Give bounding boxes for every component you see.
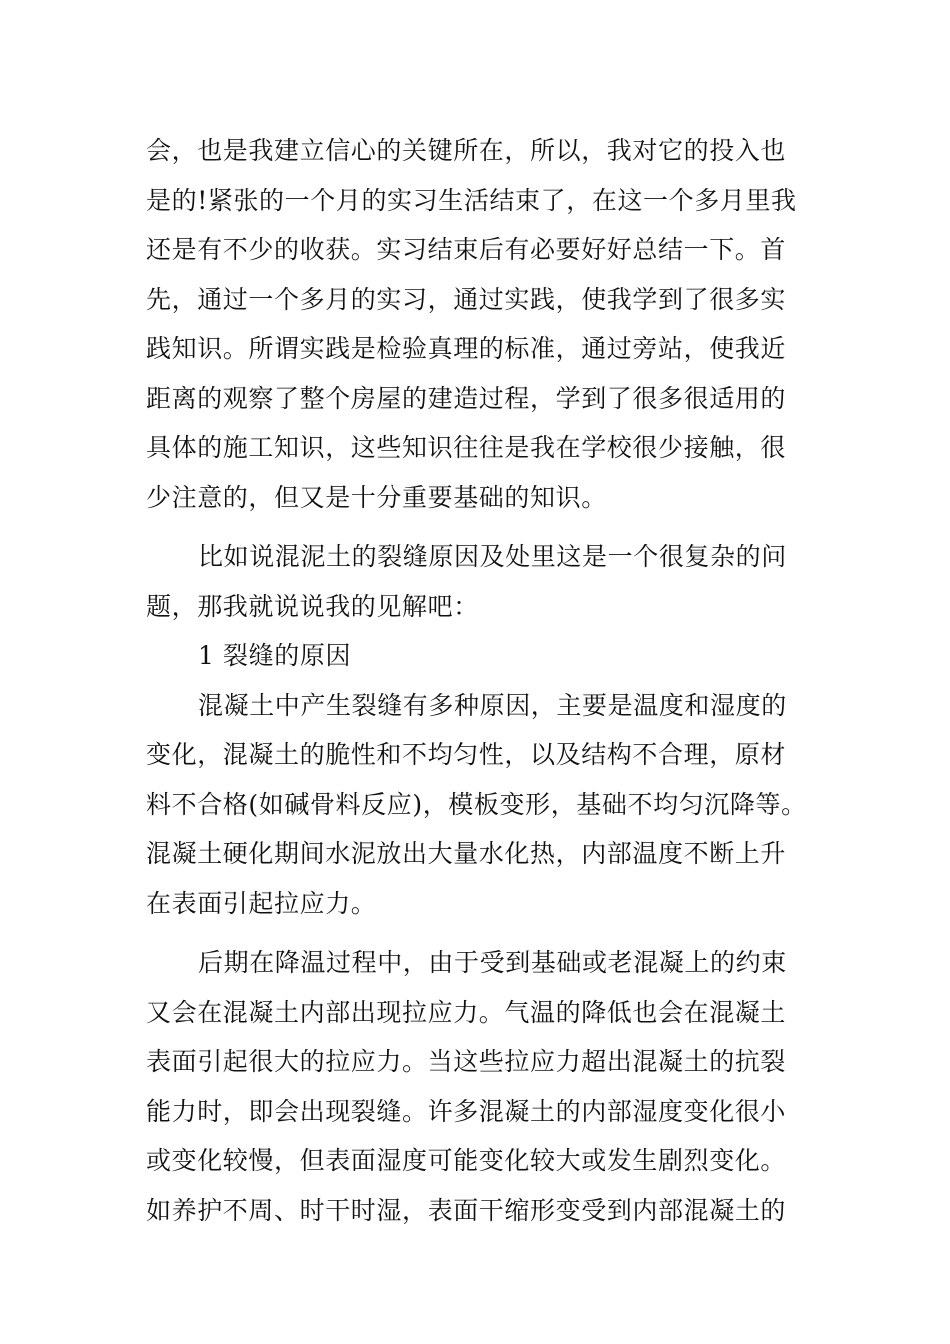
- text-line: 表面引起很大的拉应力。当这些拉应力超出混凝土的抗裂: [146, 1047, 787, 1076]
- text-line: 距离的观察了整个房屋的建造过程，学到了很多很适用的: [146, 383, 787, 413]
- text-line: 料不合格(如碱骨料反应)，模板变形，基础不均匀沉降等。: [146, 789, 807, 819]
- text-line: 混凝土中产生裂缝有多种原因，主要是温度和湿度的: [198, 690, 787, 720]
- paragraph-crack-intro: [146, 532, 826, 631]
- paragraph-crack-causes: [146, 681, 826, 929]
- paragraph-gap: [146, 522, 826, 532]
- text-line: 或变化较慢，但表面湿度可能变化较大或发生剧烈变化。: [146, 1146, 787, 1175]
- text-line: 能力时，即会出现裂缝。许多混凝土的内部湿度变化很小: [146, 1096, 787, 1126]
- text-line: 还是有不少的收获。实习结束后有必要好好总结一下。首: [146, 235, 787, 264]
- text-line: 后期在降温过程中，由于受到基础或老混凝上的约束: [198, 948, 787, 977]
- text-line: 混凝土硬化期间水泥放出大量水化热，内部温度不断上升: [146, 839, 787, 868]
- text-line: 践知识。所谓实践是检验真理的标准，通过旁站，使我近: [146, 334, 787, 363]
- text-line: 如养护不周、时干时湿，表面干缩形变受到内部混凝土的: [146, 1195, 787, 1225]
- text-line: 变化，混凝土的脆性和不均匀性，以及结构不合理，原材: [146, 740, 787, 769]
- section-heading: 1 裂缝的原因: [198, 641, 352, 670]
- text-line: 又会在混凝土内部出现拉应力。气温的降低也会在混凝土: [146, 997, 787, 1027]
- document-body: [146, 126, 826, 1235]
- text-line: 比如说混泥土的裂缝原因及处里这是一个很复杂的问: [198, 542, 787, 571]
- text-line: 具体的施工知识，这些知识往往是我在学校很少接触，很: [146, 433, 787, 462]
- paragraph-gap: [146, 928, 826, 938]
- paragraph-continuation: [146, 126, 826, 522]
- text-line: 先，通过一个多月的实习，通过实践，使我学到了很多实: [146, 284, 787, 314]
- text-line: 会，也是我建立信心的关键所在，所以，我对它的投入也: [146, 136, 787, 165]
- text-line: 是的!紧张的一个月的实习生活结束了，在这一个多月里我: [146, 185, 797, 215]
- text-line: 在表面引起拉应力。: [146, 888, 377, 918]
- text-line: 题，那我就说说我的见解吧：: [146, 591, 479, 621]
- paragraph-cooling-stress: [146, 938, 826, 1235]
- text-line: 少注意的，但又是十分重要基础的知识。: [146, 482, 607, 512]
